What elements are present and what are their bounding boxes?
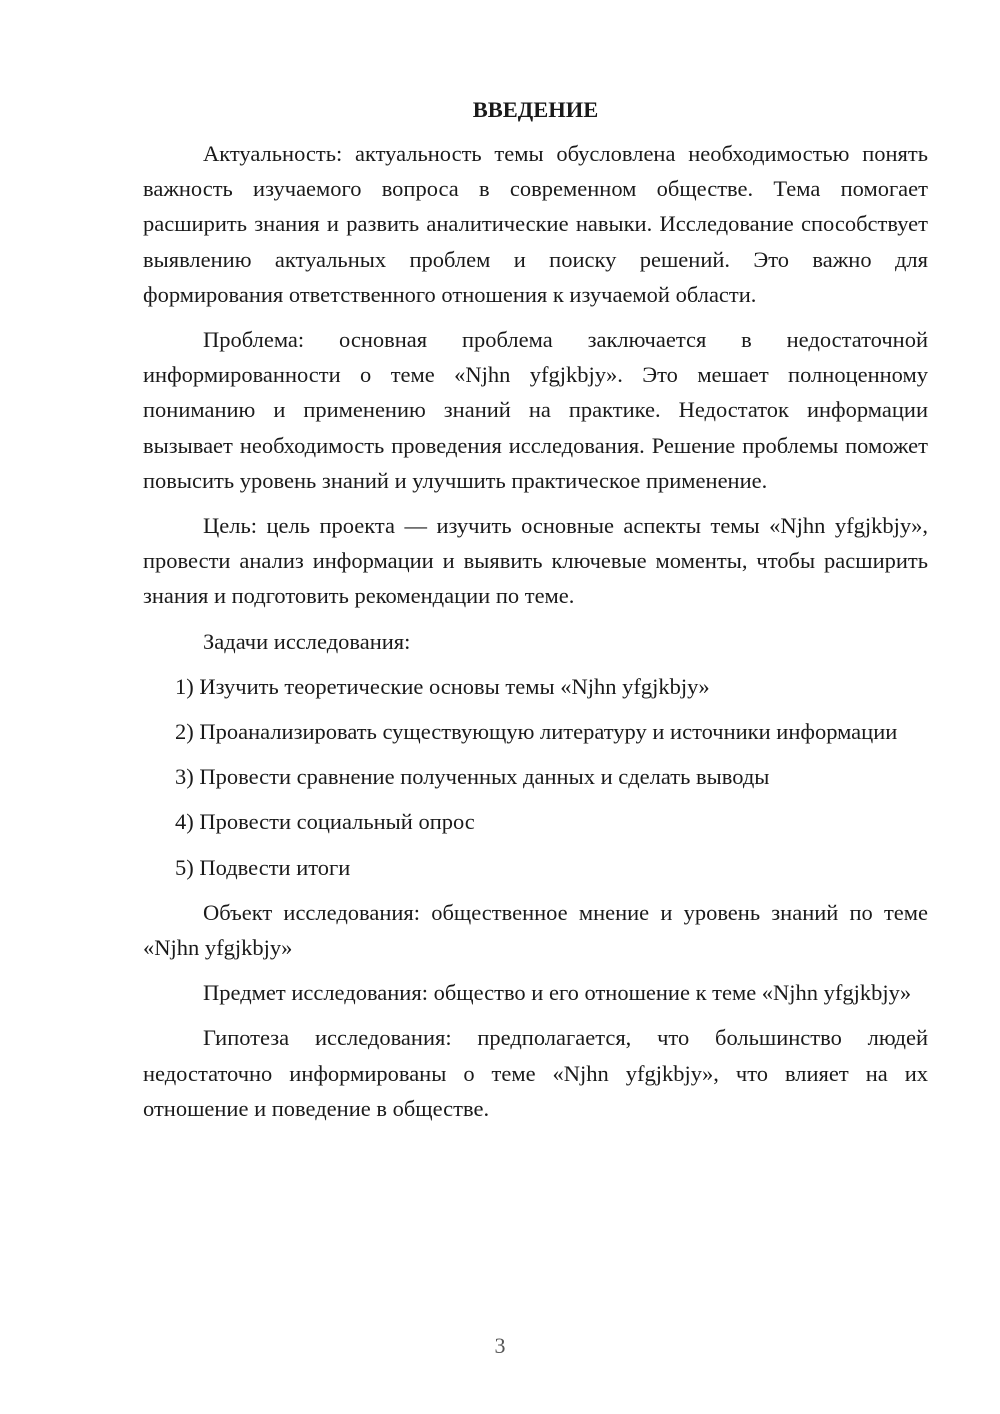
page-body — [143, 92, 928, 1136]
list-item: 4) Провести социальный опрос — [175, 809, 475, 835]
paragraph-hypothesis: Гипотеза исследования: предполагается, что большинство людей недостаточно информированы о теме «Njhn yfgjkbjy», что влияет на их отношение и поведение в обществе. — [143, 1025, 928, 1121]
paragraph-object: Объект исследования: общественное мнение и уровень знаний по теме «Njhn yfgjkbjy» — [143, 899, 928, 961]
page-number: 3 — [494, 1333, 506, 1358]
list-item: 5) Подвести итоги — [175, 854, 351, 880]
section-title: ВВЕДЕНИЕ — [472, 97, 599, 122]
paragraph-problem: Проблема: основная проблема заключается в недостаточной информированности о теме «Njhn yfgjkbjy». Это мешает полноценному пониманию и применению знаний на практике. Недостаток информации вызывает необходимость проведения исследования. Решение проблемы поможет повысить уровень знаний и улучшить практическое применение. — [143, 327, 928, 493]
tasks-heading: Задачи исследования: — [203, 628, 411, 654]
paragraph-relevance: Актуальность: актуальность темы обусловлена необходимостью понять важность изучаемого вопроса в современном обществе. Тема помогает расширить знания и развить аналитические навыки. Исследование способствует выявлению актуальных проблем и поиску решений. Это важно для формирования ответственного отношения к изучаемой области. — [143, 141, 928, 307]
list-item: 1) Изучить теоретические основы темы «Njhn yfgjkbjy» — [175, 673, 710, 699]
tasks-list — [143, 669, 928, 885]
paragraph-goal: Цель: цель проекта — изучить основные аспекты темы «Njhn yfgjkbjy», провести анализ информации и выявить ключевые моменты, чтобы расширить знания и подготовить рекомендации по теме. — [143, 513, 928, 609]
list-item: 3) Провести сравнение полученных данных и сделать выводы — [175, 764, 770, 790]
list-item: 2) Проанализировать существующую литературу и источники информации — [175, 719, 898, 745]
paragraph-subject: Предмет исследования: общество и его отношение к теме «Njhn yfgjkbjy» — [203, 980, 912, 1006]
